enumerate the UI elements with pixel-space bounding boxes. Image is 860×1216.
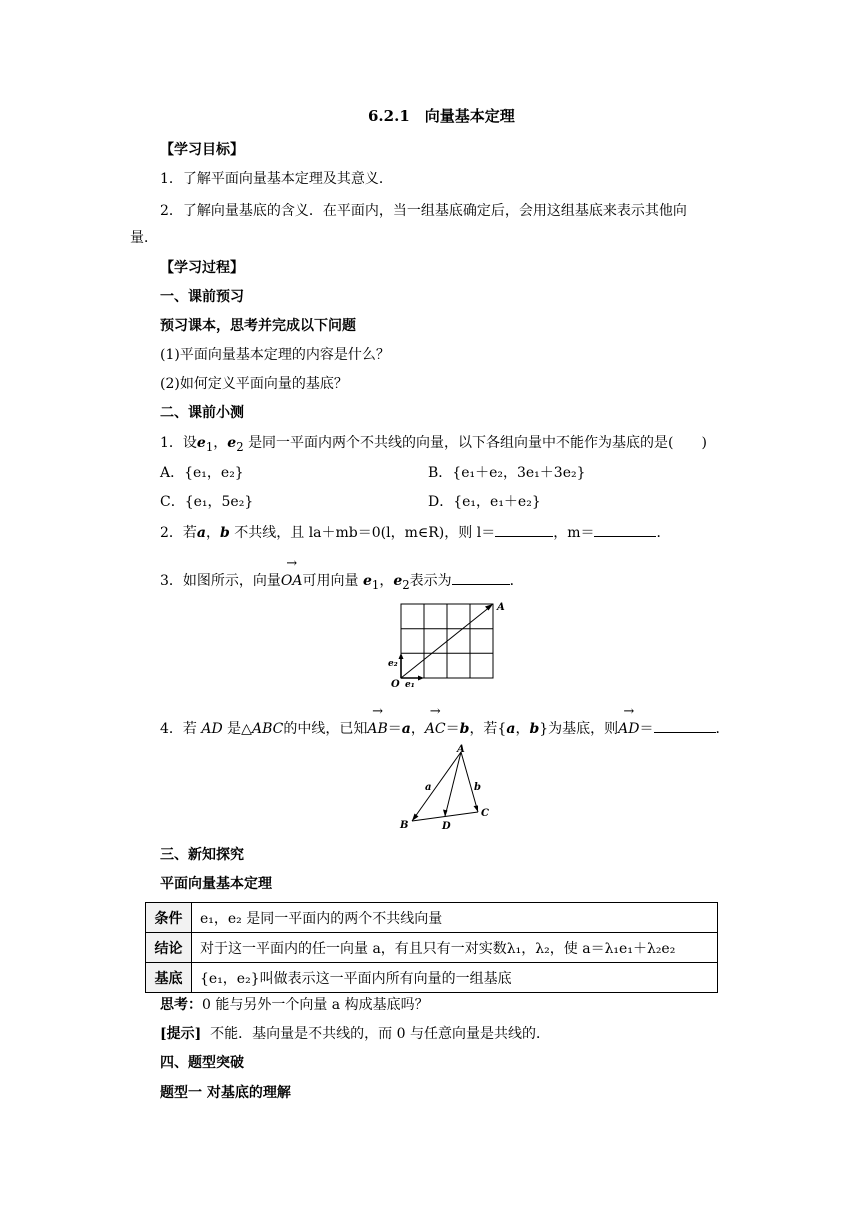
- quiz-question-1: 1．设$e_1$，$e_2$ 是同一平面内两个不共线的向量，以下各组向量中不能作为基底的是( ): [160, 435, 707, 454]
- table-row: [146, 963, 718, 993]
- objectives-heading: 【学习目标】: [160, 142, 244, 158]
- q2-blank-m[interactable]: [594, 522, 656, 537]
- think-text: 0 能与另外一个向量 a 构成基底吗？: [202, 997, 429, 1013]
- q2-c: la＋mb＝0(l，m∈R): [308, 525, 445, 541]
- quiz-heading: 二、课前小测: [160, 405, 244, 421]
- vector-oa: → OA: [281, 571, 303, 591]
- e2-label: e₂: [388, 659, 398, 669]
- q3-blank[interactable]: [452, 570, 510, 585]
- row-content-condition: e₁，e₂ 是同一平面内的两个不共线向量: [192, 903, 718, 933]
- vertex-b-label: B: [400, 820, 409, 831]
- think-label: 思考：: [160, 997, 202, 1013]
- vector-ac: → AC: [425, 719, 446, 739]
- vector-e1-arrowhead: [418, 676, 424, 681]
- row-label-condition: 条件: [146, 903, 192, 933]
- q1-option-c: C．{e₁，5e₂}: [160, 494, 254, 510]
- q1-option-d: D．{e₁，e₁＋e₂}: [428, 494, 541, 510]
- process-heading: 【学习过程】: [160, 260, 244, 276]
- side-b-label: b: [474, 782, 481, 793]
- q2-a: 2．若: [160, 525, 197, 541]
- quiz-question-3: 3．如图所示，向量→ OA可用向量 $e_1$，$e_2$表示为 ．: [160, 570, 524, 595]
- table-row: [146, 933, 718, 963]
- page-title: 6.2.1 向量基本定理: [368, 107, 515, 125]
- q3-d: ．: [509, 573, 524, 589]
- hint-line: [160, 1024, 550, 1044]
- q2-b: 不共线，且: [234, 525, 305, 541]
- preview-question-1: (1)平面向量基本定理的内容是什么？: [160, 347, 390, 363]
- explore-subheading: 平面向量基本定理: [160, 876, 272, 892]
- vector-oa-line: [401, 606, 491, 678]
- q3-c: 表示为: [409, 573, 452, 589]
- q4-c: 的中线，已知: [283, 721, 368, 737]
- q1-stem-b: 是同一平面内两个不共线的向量，以下各组向量中不能作为基底的是(: [248, 435, 674, 451]
- q2-blank-l[interactable]: [495, 522, 553, 537]
- point-o-label: O: [391, 679, 400, 690]
- preview-heading: 一、课前预习: [160, 289, 244, 305]
- theorem-table: [145, 902, 718, 993]
- point-a-label: A: [497, 602, 505, 613]
- side-a-label: a: [425, 782, 432, 793]
- type-1-heading: 题型一 对基底的理解: [160, 1085, 291, 1101]
- preview-subheading: 预习课本，思考并完成以下问题: [160, 318, 356, 334]
- triangle-figure: [395, 742, 505, 837]
- grid-figure: [385, 598, 515, 693]
- q4-b: 是△: [227, 721, 252, 737]
- q4-f: ．: [715, 721, 730, 737]
- e1-label: e₁: [405, 680, 415, 690]
- think-line: [160, 995, 429, 1015]
- arrowhead-d: [443, 810, 448, 817]
- objective-1: 1．了解平面向量基本定理及其意义．: [160, 171, 393, 187]
- objective-2: 2．了解向量基底的含义．在平面内，当一组基底确定后，会用这组基底来表示其他向: [160, 203, 687, 219]
- objective-2-continued: 量．: [130, 230, 158, 246]
- quiz-question-4: 4．若 AD 是△ABC的中线，已知→ AB＝a，→ AC＝b，若{a，b}为基底，则→ AD＝ ．: [160, 718, 730, 739]
- q4-e: }为基底，则: [539, 721, 619, 737]
- q1-option-b: B．{e₁＋e₂，3e₁＋3e₂}: [428, 465, 586, 481]
- hint-text: 不能．基向量是不共线的，而 0 与任意向量是共线的．: [210, 1026, 550, 1042]
- vector-e2-arrowhead: [399, 653, 404, 659]
- hint-label: [提示]: [160, 1026, 202, 1042]
- point-d-label: D: [442, 821, 451, 832]
- row-label-conclusion: 结论: [146, 933, 192, 963]
- preview-question-2: (2)如何定义平面向量的基底？: [160, 376, 348, 392]
- q2-e: ，m＝: [553, 525, 595, 541]
- q3-b: 可用向量: [302, 573, 359, 589]
- quiz-question-2: 2．若a，b 不共线，且 la＋mb＝0(l，m∈R)，则 l＝ ，m＝ ．: [160, 522, 670, 543]
- vector-ad: → AD: [618, 719, 639, 739]
- row-content-conclusion: 对于这一平面内的任一向量 a，有且只有一对实数λ₁，λ₂，使 a＝λ₁e₁＋λ₂e₂: [192, 933, 718, 963]
- q2-f: ．: [656, 525, 671, 541]
- row-label-basis: 基底: [146, 963, 192, 993]
- q1-stem-c: ): [701, 435, 707, 451]
- q4-blank[interactable]: [654, 718, 716, 733]
- q3-a: 3．如图所示，向量: [160, 573, 281, 589]
- arrowhead-c: [474, 806, 479, 813]
- vector-ab: → AB: [367, 719, 387, 739]
- vertex-c-label: C: [481, 808, 489, 819]
- types-heading: 四、题型突破: [160, 1055, 244, 1071]
- q4-a: 4．若: [160, 721, 197, 737]
- q4-d: ，若{: [469, 721, 507, 737]
- row-content-basis: {e₁，e₂}叫做表示这一平面内所有向量的一组基底: [192, 963, 718, 993]
- q1-option-a: A．{e₁，e₂}: [160, 465, 244, 481]
- q1-stem-a: 1．设: [160, 435, 197, 451]
- vertex-a-label: A: [457, 744, 465, 755]
- table-row: [146, 903, 718, 933]
- q2-d: ，则 l＝: [444, 525, 496, 541]
- explore-heading: 三、新知探究: [160, 847, 244, 863]
